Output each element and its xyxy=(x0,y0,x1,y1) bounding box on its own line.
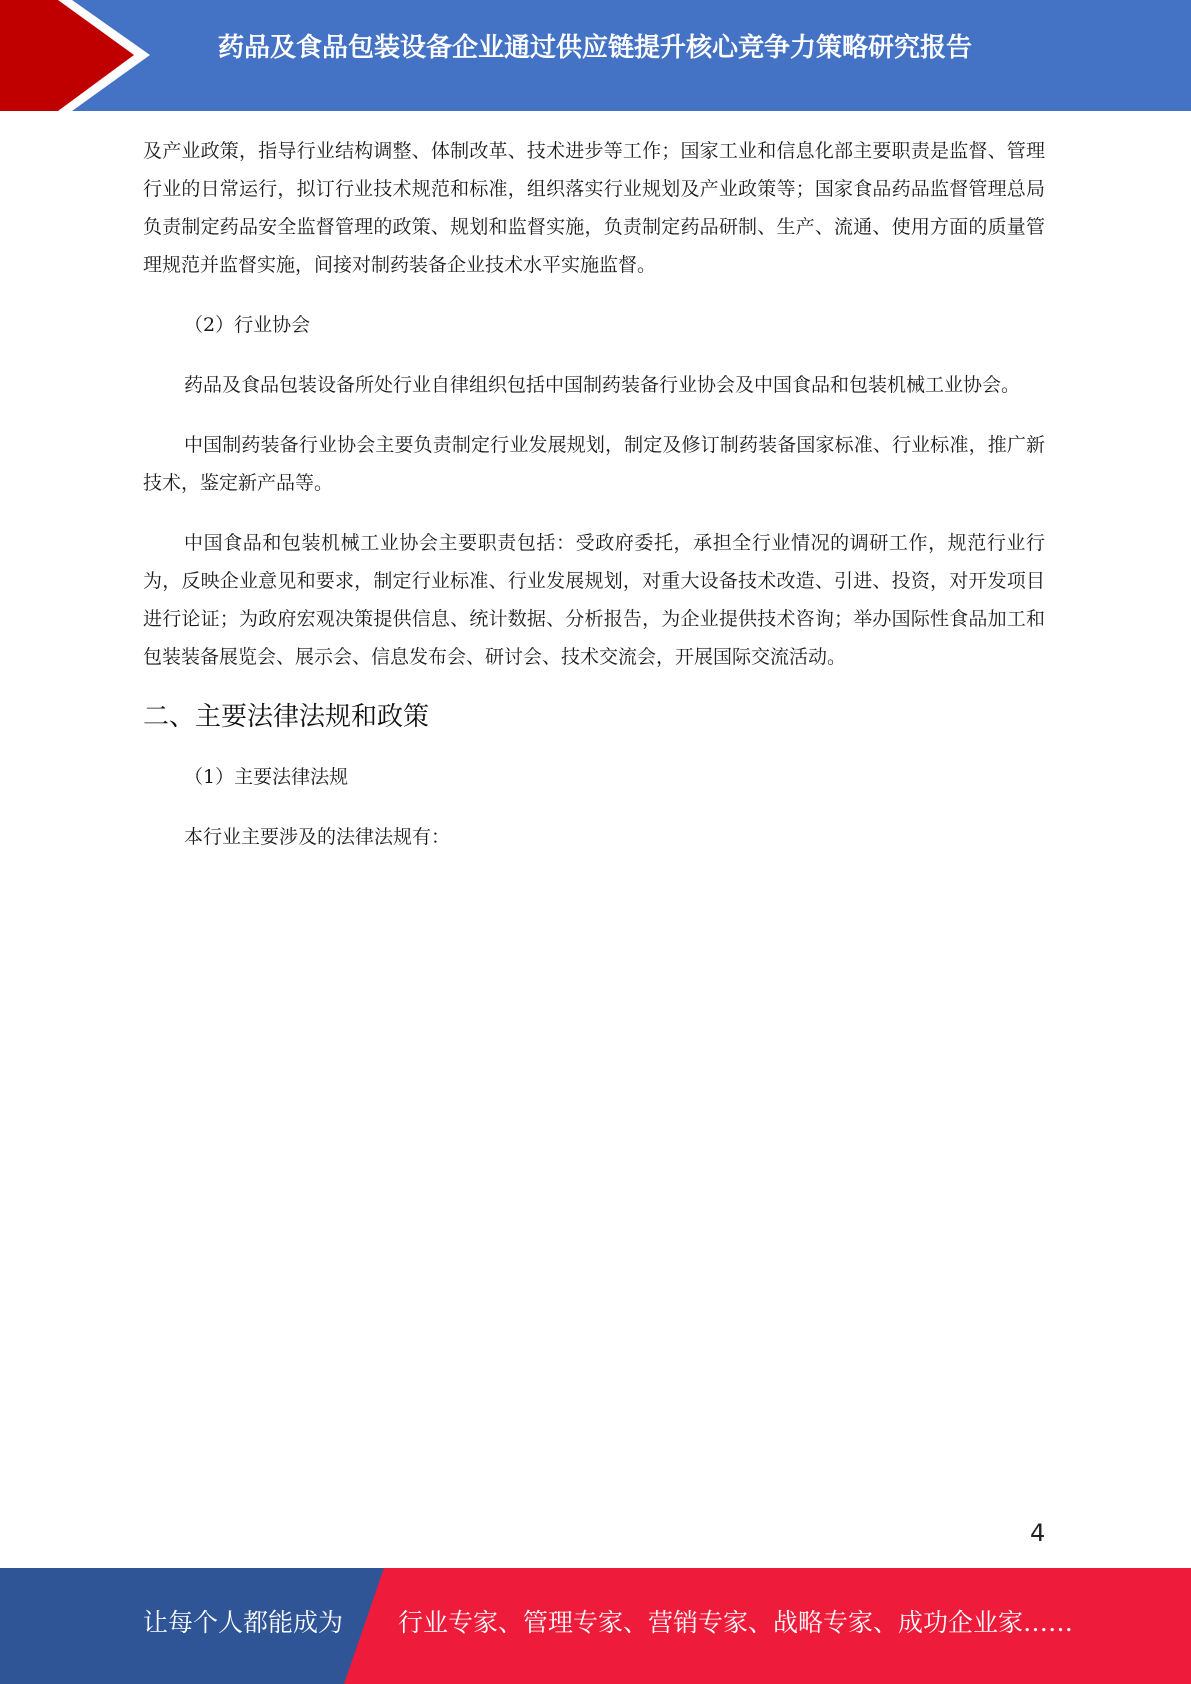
paragraph-pharma-equipment-association: 中国制药装备行业协会主要负责制定行业发展规划，制定及修订制药装备国家标准、行业标准，推广新技术，鉴定新产品等。 xyxy=(143,434,1045,494)
paragraph-laws-intro: 本行业主要涉及的法律法规有： xyxy=(184,826,451,848)
section-heading-laws-policies: 二、主要法律法规和政策 xyxy=(143,702,430,732)
report-header xyxy=(0,0,1191,111)
subheading-main-laws: （1）主要法律法规 xyxy=(184,766,349,788)
subheading-industry-association: （2）行业协会 xyxy=(184,314,311,336)
report-title: 药品及食品包装设备企业通过供应链提升核心竞争力策略研究报告 xyxy=(217,33,972,63)
report-footer xyxy=(0,1568,1191,1684)
paragraph-self-regulatory-orgs: 药品及食品包装设备所处行业自律组织包括中国制药装备行业协会及中国食品和包装机械工业协会。 xyxy=(184,374,1021,396)
document-body xyxy=(143,132,1045,878)
paragraph-industry-regulators: 及产业政策，指导行业结构调整、体制改革、技术进步等工作；国家工业和信息化部主要职责是监督、管理行业的日常运行，拟订行业技术规范和标准，组织落实行业规划及产业政策等；国家食品药品监督管理总局负责制定药品安全监督管理的政策、规划和监督实施，负责制定药品研制、生产、流通、使用方面的质量管理规范并监督实施，间接对制药装备企业技术水平实施监督。 xyxy=(143,140,1045,276)
page-number: 4 xyxy=(1030,1519,1046,1547)
footer-slogan-right: 行业专家、管理专家、营销专家、战略专家、成功企业家…… xyxy=(398,1608,1074,1637)
paragraph-food-packaging-association: 中国食品和包装机械工业协会主要职责包括：受政府委托，承担全行业情况的调研工作，规范行业行为，反映企业意见和要求，制定行业标准、行业发展规划，对重大设备技术改造、引进、投资，对开发项目进行论证；为政府宏观决策提供信息、统计数据、分析报告，为企业提供技术咨询；举办国际性食品加工和包装装备展览会、展示会、信息发布会、研讨会、技术交流会，开展国际交流活动。 xyxy=(143,532,1045,668)
footer-slogan-left: 让每个人都能成为 xyxy=(143,1608,344,1637)
